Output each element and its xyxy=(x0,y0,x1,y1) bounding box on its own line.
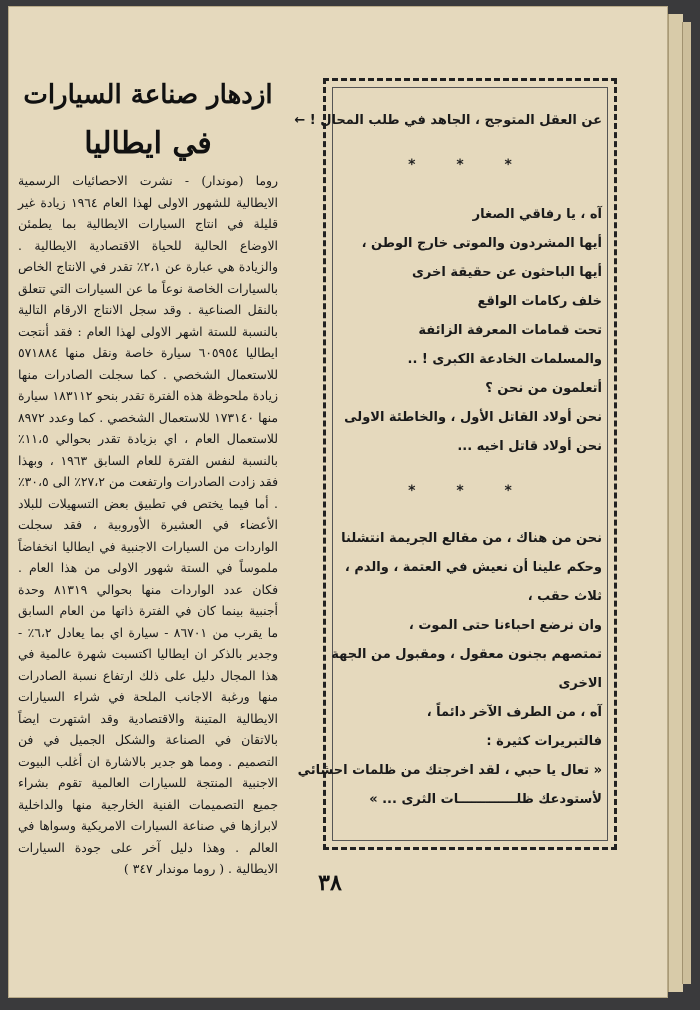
section-separator: * * * xyxy=(408,483,530,499)
poem-line: « تعال يا حبي ، لقد اخرجتك من ظلمات احشائي xyxy=(297,763,602,778)
article-title-line1: ازدهار صناعة السيارات xyxy=(23,80,273,110)
poem-line: تمتصهم بجنون معقول ، ومقبول من الجهة xyxy=(331,647,602,662)
page-edge xyxy=(668,14,683,992)
poem-line: ثلاث حقب ، xyxy=(527,589,602,604)
poem-line: خلف ركامات الواقع xyxy=(477,294,602,309)
poem-line: أيها الباحثون عن حقيقة اخرى xyxy=(411,265,602,280)
poem-line: وحكم علينا أن نعيش في العتمة ، والدم ، xyxy=(344,560,602,575)
poem-line: عن العقل المتوجج ، الجاهد في طلب المحال ! ← xyxy=(294,113,602,128)
poem-box xyxy=(294,78,617,850)
poem-line: لأستودعك ظلـــــــــــــات الثرى ... » xyxy=(369,792,602,807)
article-title-line2: في ايطاليا xyxy=(84,126,212,161)
poem-line: والمسلمات الخادعة الكبرى ! .. xyxy=(407,352,602,367)
poem-line: الاخرى xyxy=(558,676,602,691)
article-column xyxy=(18,78,278,880)
section-separator: * * * xyxy=(408,157,530,173)
poem-text xyxy=(294,101,602,810)
article-body: روما (موندار) - نشرت الاحصائيات الرسمية الايطالية للشهور الاولى لهذا العام ١٩٦٤ زيادة غير قليلة في انتاج السيارات الايطالية بما يطمئن الاوضاع الحالية للحياة الاقتصادية الايطالية . والزيادة هي عبارة عن ٢،١٪ تقدر في الانتاج الخاص بالسيارات الخاصة نوعاً ما عن السيارات التي تتعلق بالنقل الصناعية . وقد سجل الانتاج الارقام التالية بالنسبة للستة اشهر الاولى لهذا العام : فقد أنتجت ايطاليا ٦٠٥٩٥٤ سيارة خاصة ونقل منها ٥٧١٨٨٤ للاستعمال الشخصي . كما سجلت الصادرات منها زيادة ملحوظة هذه الفترة تقدر بنحو ١٨٣١١٢ سيارة منها ١٧٣١٤٠ للاستعمال الشخصي . كما وعدد ٨٩٧٢ للاستعمال العام ، اي بزيادة تقدر بحوالي ١١،٥٪ بالنسبة لنفس الفترة للعام السابق ١٩٦٣ ، وبهذا فقد زادت الصادرات وارتفعت من ٢٧،٢٪ الى ٣٠،٥٪ . أما فيما يختص في تطبيق بعض التسهيلات للبلاد الأعضاء في العشيرة الأوروبية ، فقد سجلت الواردات من السيارات الاجنبية في ايطاليا انخفاضاً ملموساً في الستة شهور الاولى من هذا العام . فكان عدد الواردات منها بحوالي ٨١٣١٩ وحدة أجنبية بينما كان في الفترة ذاتها من العام السابق ما يقرب من ٨٦٧٠١ - سيارة اي بما يعادل ٦،٢٪ - وجدير بالذكر ان ايطاليا اكتسبت شهرة عالمية في هذا المجال دليل على ذلك ارتفاع نسبة الصادرات منها ورغبة الاجانب الملحة في شراء السيارات الايطالية المتينة والاقتصادية وقد اشتهرت ايضاً بالاتقان في الصناعة والشكل الجميل في فن التصميم . ومما هو جدير بالاشارة ان أغلب البيوت الاجنبية المنتجة للسيارات العالمية تقوم بشراء جميع التصميمات الفنية الخارجية منها والداخلية لابرازها في صناعة السيارات الامريكية وسواها في العالم . وهذا دليل آخر على جودة السيارات الايطالية . ( روما موندار ٣٤٧ ) xyxy=(18,173,278,876)
poem-line: وان نرضع احباءنا حتى الموت ، xyxy=(408,618,602,633)
poem-line: فالتبريرات كثيرة : xyxy=(486,734,602,749)
poem-line: نحن أولاد قاتل اخيه ... xyxy=(457,439,602,454)
poem-line: نحن من هناك ، من مقالع الجريمة انتشلنا xyxy=(341,531,602,546)
poem-line: نحن أولاد القاتل الأول ، والخاطئة الاولى xyxy=(344,410,602,425)
poem-line: تحت قمامات المعرفة الزائفة xyxy=(418,323,602,338)
page-edge-back xyxy=(682,22,691,984)
page-number: ٣٨ xyxy=(318,870,342,896)
poem-line: أيها المشردون والموتى خارج الوطن ، xyxy=(361,236,602,251)
poem-line: آه ، من الطرف الآخر دائماً ، xyxy=(426,705,602,720)
poem-line: آه ، يا رفاقي الصغار xyxy=(472,207,602,222)
poem-line: أتعلمون من نحن ؟ xyxy=(485,381,602,396)
